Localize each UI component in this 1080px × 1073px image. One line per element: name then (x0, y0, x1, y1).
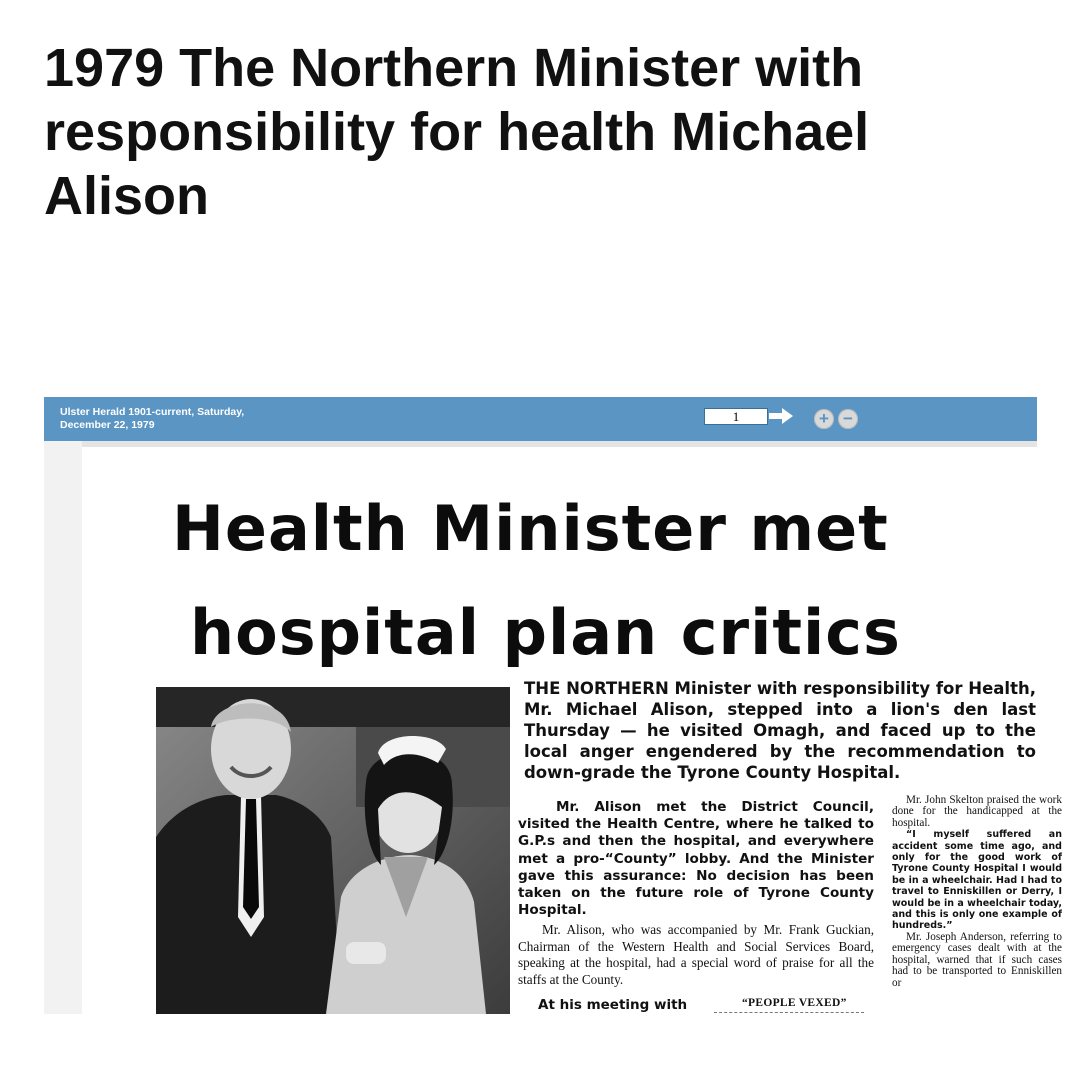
article-column-2 (892, 795, 1062, 989)
viewer-toolbar (44, 397, 1037, 441)
article-paragraph-1: Mr. Alison met the District Council, visited the Health Centre, where he talked to G.P.s and then the hospital, and everywhere met a pro-“County” lobby. And the Minister gave this assurance: No decision has been taken on the future role of Tyrone County Hospital. (518, 799, 874, 919)
headline-line-2: hospital plan critics (190, 596, 901, 669)
page-title: 1979 The Northern Minister with responsibility for health Michael Alison (44, 38, 870, 226)
page-number-input[interactable] (704, 408, 768, 425)
arrow-right-icon[interactable] (768, 406, 794, 426)
zoom-out-icon[interactable]: − (838, 409, 858, 429)
photo-minister-and-nurse (156, 687, 510, 1014)
column-2-quote: “I myself suffered an accident some time ago, and only for the good work of Tyrone County Hospital I would be in a wheelchair. Had I had to travel to Enniskillen or Derry, I would be in a wheelchair today, and this is only one example of hundreds.” (892, 829, 1062, 932)
publication-name-date: Ulster Herald 1901-current, Saturday, (60, 406, 245, 418)
headline-line-1: Health Minister met (172, 492, 889, 565)
article-photo (156, 687, 510, 1014)
article-column-1 (518, 799, 874, 988)
scan-edge (82, 441, 1037, 447)
newspaper-scan (82, 441, 1062, 1014)
article-paragraph-2: Mr. Alison, who was accompanied by Mr. Frank Guckian, Chairman of the Western Health and Social Services Board, speaking at the hospital, had a special word of praise for all the staffs at the County. (518, 922, 874, 987)
column-2-paragraph-2: Mr. Joseph Anderson, referring to emergency cases dealt with at the hospital, warned that if such cases had to be transported to Enniskillen or (892, 930, 1062, 989)
zoom-in-icon[interactable]: + (814, 409, 834, 429)
cut-off-text-line (714, 1012, 864, 1017)
newspaper-viewer (44, 397, 1062, 1014)
article-subhead: “PEOPLE VEXED” (742, 997, 847, 1009)
article-lead: THE NORTHERN Minister with responsibility for Health, Mr. Michael Alison, stepped into a lion's den last Thursday — he visited Omagh, and faced up to the local anger engendered by the recommendation to down-grade the Tyrone County Hospital. (524, 679, 1036, 782)
article-paragraph-3-start: At his meeting with (538, 997, 688, 1013)
publication-info (60, 406, 320, 432)
article-headline (172, 477, 1032, 685)
publication-date: December 22, 1979 (60, 419, 155, 431)
column-2-paragraph-1: Mr. John Skelton praised the work done for the handicapped at the hospital. (892, 794, 1062, 829)
